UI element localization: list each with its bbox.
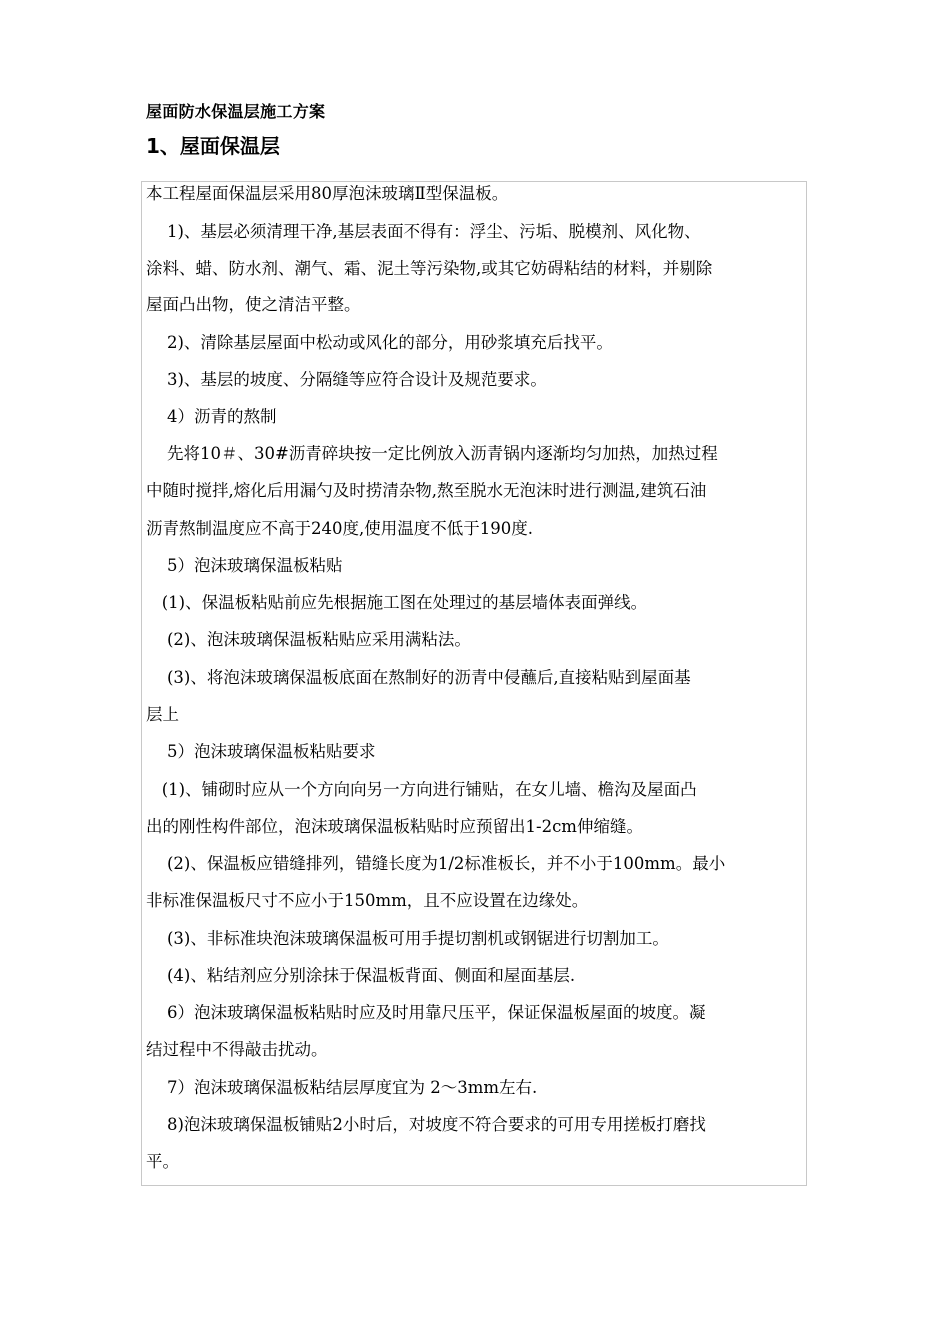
section-heading: 1、屋面保温层 <box>146 134 280 158</box>
text-line: 5）泡沫玻璃保温板粘贴 <box>146 556 343 575</box>
document-title: 屋面防水保温层施工方案 <box>146 102 326 121</box>
text-line: 2)、清除基层屋面中松动或风化的部分，用砂浆填充后找平。 <box>146 333 613 352</box>
text-line: (4)、粘结剂应分别涂抹于保温板背面、侧面和屋面基层. <box>146 966 576 985</box>
text-line: 6）泡沫玻璃保温板粘贴时应及时用靠尺压平，保证保温板屋面的坡度。凝 <box>146 1003 706 1022</box>
text-line: 平。 <box>146 1152 179 1171</box>
text-line: (2)、泡沫玻璃保温板粘贴应采用满粘法。 <box>146 630 471 649</box>
text-line: 非标准保温板尺寸不应小于150mm，且不应设置在边缘处。 <box>146 891 589 910</box>
text-line: 结过程中不得敲击扰动。 <box>146 1040 328 1059</box>
text-line: 层上 <box>146 705 179 724</box>
content-box <box>141 181 807 1186</box>
text-line: 本工程屋面保温层采用80厚泡沫玻璃Ⅱ型保温板。 <box>146 184 509 203</box>
text-line: (3)、非标准块泡沫玻璃保温板可用手提切割机或钢锯进行切割加工。 <box>146 929 669 948</box>
text-line: 涂料、蜡、防水剂、潮气、霜、泥土等污染物,或其它妨碍粘结的材料，并剔除 <box>146 259 713 278</box>
text-line: 出的刚性构件部位，泡沫玻璃保温板粘贴时应预留出1-2cm伸缩缝。 <box>146 817 643 836</box>
text-line: 屋面凸出物，使之清洁平整。 <box>146 295 361 314</box>
text-line: 沥青熬制温度应不高于240度,使用温度不低于190度. <box>146 519 533 538</box>
text-line: 5）泡沫玻璃保温板粘贴要求 <box>146 742 376 761</box>
text-line: 4）沥青的熬制 <box>146 407 277 426</box>
text-line: (3)、将泡沫玻璃保温板底面在熬制好的沥青中侵蘸后,直接粘贴到屋面基 <box>146 668 691 687</box>
text-line: 中随时搅拌,熔化后用漏勺及时捞清杂物,熬至脱水无泡沫时进行测温,建筑石油 <box>146 481 707 500</box>
text-line: 先将10＃、30#沥青碎块按一定比例放入沥青锅内逐渐均匀加热，加热过程 <box>146 444 718 463</box>
text-line: (1)、铺砌时应从一个方向向另一方向进行铺贴，在女儿墙、檐沟及屋面凸 <box>146 780 697 799</box>
text-line: (2)、保温板应错缝排列，错缝长度为1/2标准板长，并不小于100mm。最小 <box>146 854 726 873</box>
text-line: (1)、保温板粘贴前应先根据施工图在处理过的基层墙体表面弹线。 <box>146 593 648 612</box>
text-line: 8)泡沫玻璃保温板铺贴2小时后，对坡度不符合要求的可用专用搓板打磨找 <box>146 1115 706 1134</box>
text-line: 1)、基层必须清理干净,基层表面不得有：浮尘、污垢、脱模剂、风化物、 <box>146 222 701 241</box>
text-line: 7）泡沫玻璃保温板粘结层厚度宜为 2～3mm左右. <box>146 1078 538 1097</box>
text-line: 3)、基层的坡度、分隔缝等应符合设计及规范要求。 <box>146 370 547 389</box>
